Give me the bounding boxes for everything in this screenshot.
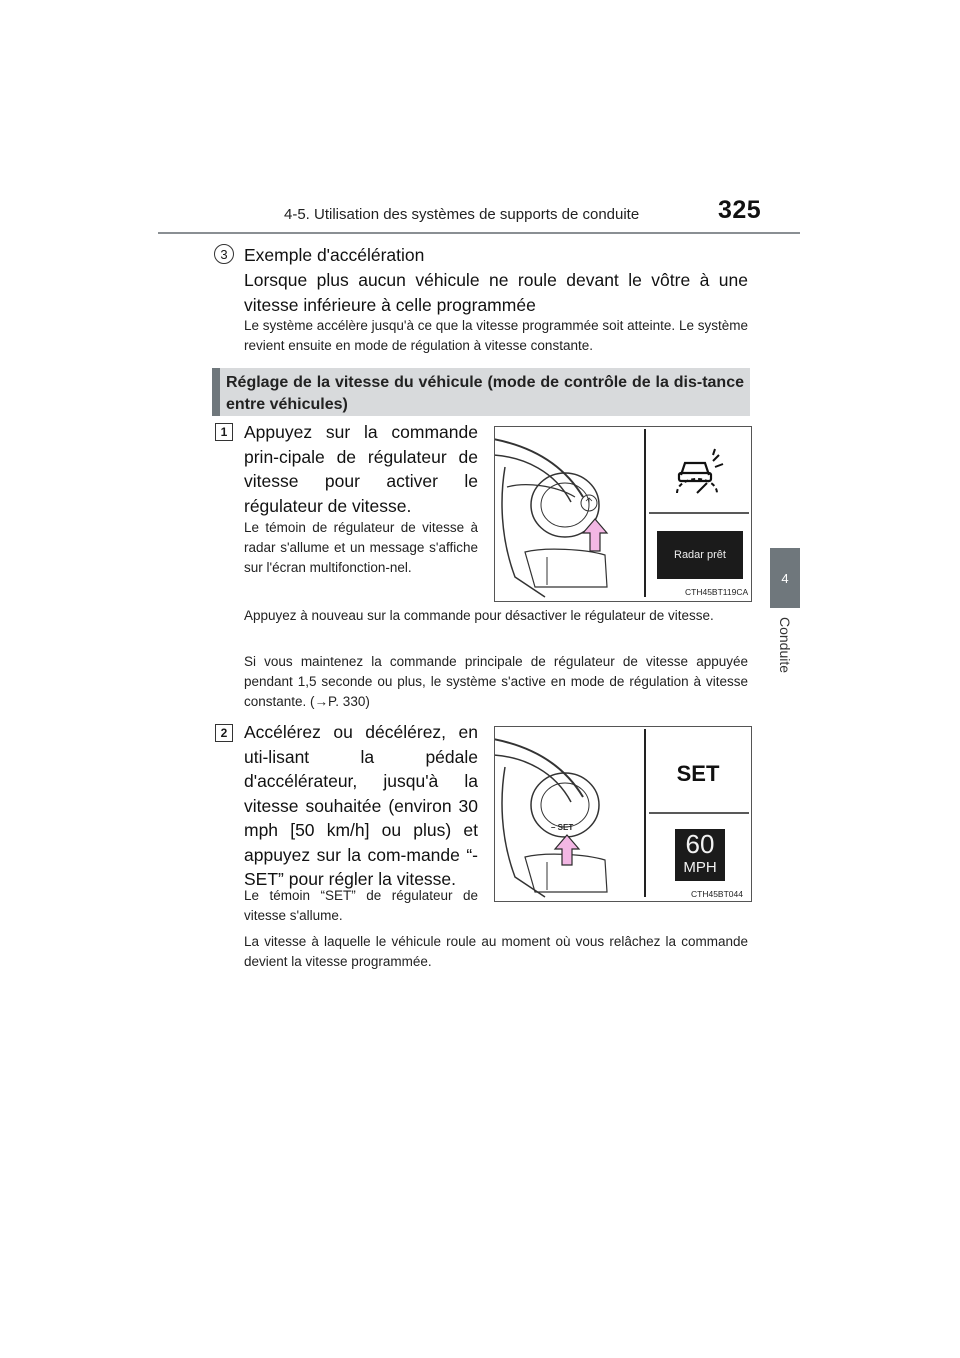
- step-2-extra-1: La vitesse à laquelle le véhicule roule au moment où vous relâchez la commande devient la vitesse programmée.: [244, 934, 748, 969]
- step-2-note: Le témoin “SET” de régulateur de vitesse s'allume.: [244, 888, 478, 923]
- step-2-main: Accélérez ou décélérez, en uti-lisant la pédale d'accélérateur, jusqu'à la vitesse souhaitée (environ 30 mph [50 km/h] ou plus) et appuyez sur la com-mande “- SET” pour régler la vitesse.: [244, 722, 478, 889]
- figure-steering-switch-2: [494, 726, 752, 902]
- radar-ready-message: Radar prêt: [674, 549, 726, 561]
- page-number: 325: [718, 196, 762, 224]
- step-3-body: Lorsque plus aucun véhicule ne roule devant le vôtre à une vitesse inférieure à celle programmée: [244, 270, 748, 315]
- step-3-marker: 3: [214, 244, 234, 264]
- figure-1-code: CTH45BT119CA: [685, 587, 749, 597]
- figure-2-code: CTH45BT044: [691, 889, 743, 899]
- chapter-header: 4-5. Utilisation des systèmes de supports de conduite: [284, 206, 640, 223]
- radar-cruise-icon: [677, 449, 723, 493]
- chapter-tab: [770, 548, 800, 608]
- speed-unit: MPH: [683, 859, 717, 876]
- step-1-note: Le témoin de régulateur de vitesse à radar s'allume et un message s'affiche sur l'écran multifonction-nel.: [244, 520, 478, 575]
- step-1-marker: 1: [215, 423, 233, 441]
- header-divider: [158, 232, 800, 234]
- step-1-extra-2: Si vous maintenez la commande principale de régulateur de vitesse appuyée pendant 1,5 seconde ou plus, le système s'active en mode de régulation à vitesse constante. (→P. 330): [244, 654, 748, 709]
- speed-value: 60: [685, 829, 715, 859]
- step-3-title: Exemple d'accélération: [244, 245, 425, 265]
- chapter-tab-number: 4: [781, 570, 789, 586]
- step-3-note: Le système accélère jusqu'à ce que la vitesse programmée soit atteinte. Le système revient ensuite en mode de régulation à vitesse constante.: [244, 318, 748, 353]
- step-1-extra-1: Appuyez à nouveau sur la commande pour désactiver le régulateur de vitesse.: [244, 608, 714, 623]
- section-heading: Réglage de la vitesse du véhicule (mode de contrôle de la dis-tance entre véhicules): [226, 374, 744, 413]
- set-indicator: SET: [676, 761, 720, 786]
- chapter-tab-label: Conduite: [777, 616, 794, 674]
- set-switch-label: – SET: [551, 823, 574, 832]
- figure-steering-switch-1: [494, 426, 752, 602]
- step-2-marker: 2: [215, 724, 233, 742]
- step-1-main: Appuyez sur la commande prin-cipale de régulateur de vitesse pour activer le régulateur de vitesse.: [244, 422, 478, 516]
- section-heading-bar: [212, 368, 220, 416]
